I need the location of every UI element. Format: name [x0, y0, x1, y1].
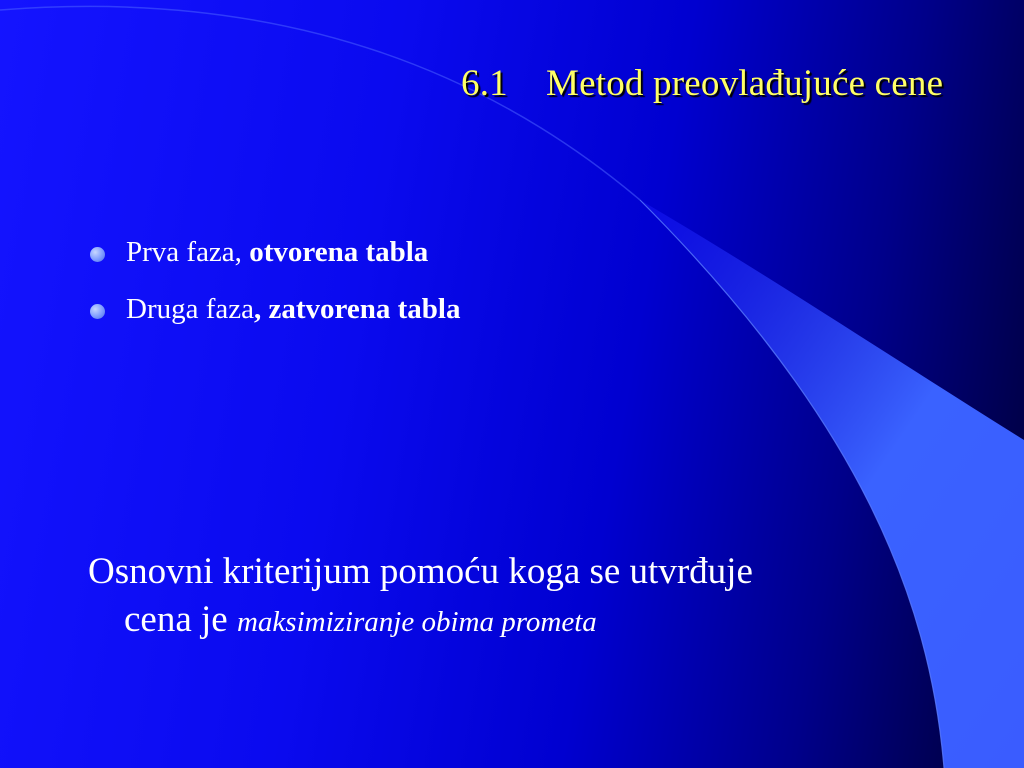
bullet-icon — [90, 304, 105, 319]
background-swoosh-band — [640, 200, 1024, 768]
bullet-bold-text: otvorena tabla — [249, 236, 429, 268]
bullet-icon — [90, 247, 105, 262]
title-text: Metod preovlađujuće cene — [546, 63, 944, 104]
bullet-text — [126, 236, 428, 269]
bullet-plain-text: Prva faza, — [126, 236, 250, 268]
criterion-note — [88, 548, 753, 646]
bullet-plain-text: Druga faza — [126, 293, 254, 325]
bullet-text — [126, 293, 460, 326]
slide-title — [461, 62, 943, 105]
note-line-2 — [88, 596, 753, 646]
bullet-bold-text: , zatvorena tabla — [254, 293, 461, 325]
note-line-1: Osnovni kriterijum pomoću koga se utvrđuje — [88, 551, 753, 592]
note-italic-text: maksimiziranje obima prometa — [236, 606, 597, 638]
note-plain-text: cena je — [124, 599, 237, 640]
title-number: 6.1 — [461, 63, 508, 104]
